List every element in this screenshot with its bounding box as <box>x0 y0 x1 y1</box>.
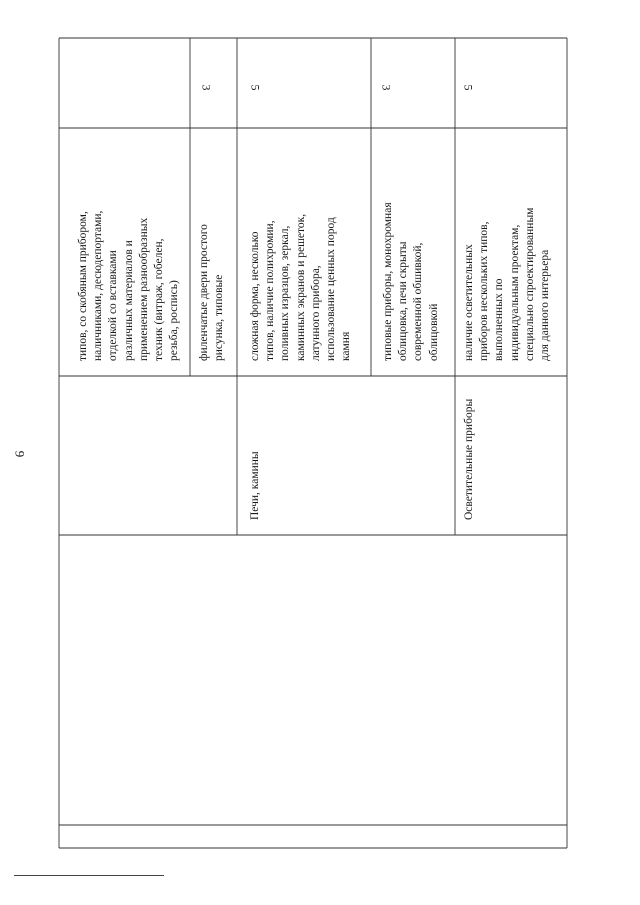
desc-line: отделкой со вставками <box>107 250 120 361</box>
row-4-score: 3 <box>379 84 394 91</box>
element-label: Осветительные приборы <box>463 398 475 520</box>
desc-line: наличниками, десюдепортами, <box>92 210 105 361</box>
row-5-description <box>462 208 553 361</box>
desc-line: поливных изразцов, зеркал, <box>279 225 292 361</box>
row-5-element <box>462 399 477 520</box>
desc-line: приборов нескольких типов, <box>478 221 491 361</box>
desc-line: латунного прибора, <box>309 265 322 361</box>
row-2-score: 3 <box>199 84 214 91</box>
desc-line: наличие осветительных <box>463 244 475 361</box>
desc-line: различных материалов и <box>122 240 135 361</box>
row-2-description <box>197 224 227 361</box>
row-5-score: 5 <box>461 84 476 91</box>
footer-rule <box>14 875 164 876</box>
row-3-score: 5 <box>248 84 263 91</box>
desc-line: филенчатые двери простого <box>198 224 210 361</box>
desc-line: резьба, роспись) <box>168 280 181 361</box>
desc-line: для данного интерьера <box>539 249 552 361</box>
row-3-description <box>248 214 354 361</box>
row-4-description <box>381 202 442 361</box>
desc-line: сложная форма, несколько <box>249 231 261 361</box>
desc-line: каминных экранов и решеток, <box>294 213 307 361</box>
desc-line: облицовка, печи скрыты <box>397 241 410 361</box>
desc-line: типовые приборы, монохромная <box>382 202 394 361</box>
desc-line: использование ценных пород <box>325 217 338 361</box>
desc-line: применением разнообразных <box>137 217 150 361</box>
row-3-element <box>248 451 263 520</box>
desc-line: выполненных по <box>493 278 506 361</box>
element-label: Печи, камины <box>249 451 261 520</box>
row-1-description <box>76 211 182 361</box>
desc-line: техник (витраж, гобелен, <box>153 238 166 361</box>
desc-line: облицовкой <box>427 303 440 361</box>
desc-line: типов, наличие полихромии, <box>264 220 277 361</box>
desc-line: рисунка, типовые <box>213 274 226 361</box>
desc-line: специально спроектированным <box>523 207 536 361</box>
desc-line: индивидуальным проектам, <box>508 224 521 361</box>
page-number: 9 <box>12 450 28 458</box>
desc-line: типов, со скобяным прибором, <box>77 211 89 361</box>
desc-line: камня <box>340 331 353 361</box>
desc-line: современной обшивкой, <box>412 242 425 361</box>
